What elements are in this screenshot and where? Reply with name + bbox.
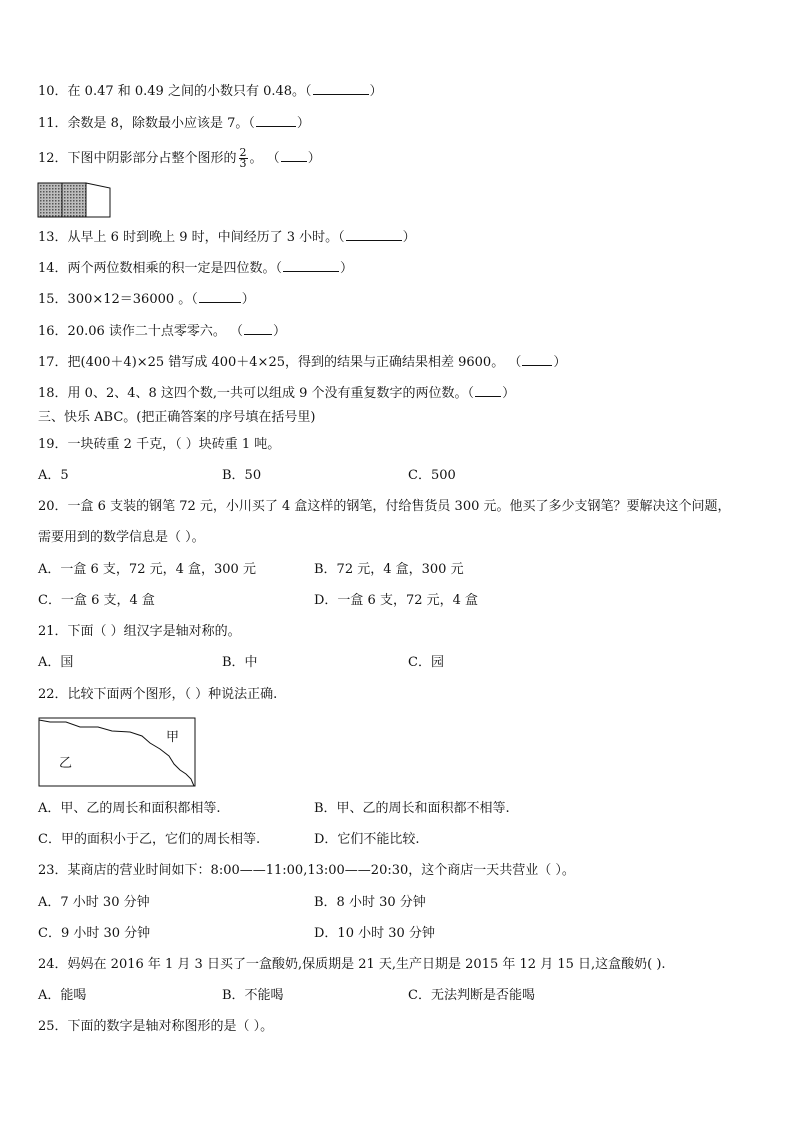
question-16 xyxy=(38,322,286,341)
question-10 xyxy=(38,82,383,101)
q24-option-a[interactable]: A．能喝 xyxy=(38,988,87,1003)
question-25: 25．下面的数字是轴对称图形的是（ ）。 xyxy=(38,1019,274,1034)
q20-option-d[interactable]: D．一盒 6 支，72 元，4 盒 xyxy=(314,593,479,608)
answer-blank-16[interactable] xyxy=(244,322,272,335)
question-14-close: ） xyxy=(340,261,354,276)
question-10-close: ） xyxy=(369,84,383,99)
answer-blank-17[interactable] xyxy=(522,353,552,366)
question-17-close: ） xyxy=(553,355,567,370)
answer-blank-13[interactable] xyxy=(346,228,402,241)
q24-option-c[interactable]: C．无法判断是否能喝 xyxy=(408,988,535,1003)
q20-option-c[interactable]: C．一盒 6 支，4 盒 xyxy=(38,593,155,608)
question-12 xyxy=(38,148,321,169)
question-22: 22．比较下面两个图形，（ ）种说法正确. xyxy=(38,687,278,702)
q20-option-b[interactable]: B．72 元，4 盒，300 元 xyxy=(314,562,464,577)
answer-blank-11[interactable] xyxy=(256,114,296,127)
question-17-text: 17．把(400＋4)×25 错写成 400＋4×25，得到的结果与正确结果相差 9600。 （ xyxy=(38,355,522,370)
question-14-text: 14．两个两位数相乘的积一定是四位数。（ xyxy=(38,261,283,276)
q22-option-c[interactable]: C．甲的面积小于乙，它们的周长相等. xyxy=(38,832,261,847)
question-13-close: ） xyxy=(402,230,416,245)
shaded-part-1 xyxy=(38,183,62,217)
q21-option-a[interactable]: A．国 xyxy=(38,655,74,670)
question-16-text: 16．20.06 读作二十点零零六。 （ xyxy=(38,324,244,339)
answer-blank-14[interactable] xyxy=(283,259,339,272)
question-12-after: 。 （ xyxy=(249,151,280,166)
fraction-denominator: 3 xyxy=(239,157,247,170)
question-21: 21．下面（ ）组汉字是轴对称的。 xyxy=(38,624,241,639)
q22-option-d[interactable]: D．它们不能比较. xyxy=(314,832,420,847)
fraction-two-thirds xyxy=(239,148,248,169)
q23-option-d[interactable]: D．10 小时 30 分钟 xyxy=(314,926,435,941)
q21-option-c[interactable]: C．园 xyxy=(408,655,444,670)
shaded-rectangle-figure xyxy=(37,182,113,220)
figure-border xyxy=(39,718,195,786)
question-18-text: 18．用 0、2、4、8 这四个数,一共可以组成 9 个没有重复数字的两位数。（ xyxy=(38,386,475,401)
question-11 xyxy=(38,114,310,133)
q19-option-a[interactable]: A．5 xyxy=(38,468,69,483)
q19-option-b[interactable]: B．50 xyxy=(222,468,262,483)
question-16-close: ） xyxy=(273,324,287,339)
q23-option-a[interactable]: A．7 小时 30 分钟 xyxy=(38,895,150,910)
jia-yi-comparison-figure xyxy=(38,717,198,789)
question-24: 24．妈妈在 2016 年 1 月 3 日买了一盒酸奶,保质期是 21 天,生产日期是 2015 年 12 月 15 日,这盒酸奶( ). xyxy=(38,957,666,972)
question-12-text: 12．下图中阴影部分占整个图形的 xyxy=(38,151,237,166)
question-20-line-1: 20．一盒 6 支装的钢笔 72 元，小川买了 4 盒这样的钢笔，付给售货员 300 元。他买了多少支钢笔？要解决这个问题， xyxy=(38,499,731,514)
question-15 xyxy=(38,290,255,309)
question-19: 19．一块砖重 2 千克，（ ）块砖重 1 吨。 xyxy=(38,437,281,452)
answer-blank-18[interactable] xyxy=(475,384,501,397)
question-15-text: 15．300×12＝36000 。（ xyxy=(38,292,198,307)
question-17 xyxy=(38,353,566,372)
question-14 xyxy=(38,259,353,278)
unshaded-part xyxy=(86,183,110,217)
question-15-close: ） xyxy=(241,292,255,307)
question-18 xyxy=(38,384,515,403)
question-13-text: 13．从早上 6 时到晚上 9 时，中间经历了 3 小时。（ xyxy=(38,230,345,245)
question-20-line-2: 需要用到的数学信息是（ ）。 xyxy=(38,530,205,545)
q24-option-b[interactable]: B．不能喝 xyxy=(222,988,284,1003)
q20-option-a[interactable]: A．一盒 6 支，72 元，4 盒，300 元 xyxy=(38,562,256,577)
question-18-close: ） xyxy=(502,386,516,401)
question-12-close: ） xyxy=(307,151,321,166)
q19-option-c[interactable]: C．500 xyxy=(408,468,456,483)
question-11-text: 11．余数是 8，除数最小应该是 7。（ xyxy=(38,116,255,131)
answer-blank-15[interactable] xyxy=(199,290,241,303)
q23-option-c[interactable]: C．9 小时 30 分钟 xyxy=(38,926,151,941)
question-23: 23．某商店的营业时间如下：8:00——11:00,13:00——20:30，这个商店一天共营业（ ）。 xyxy=(38,863,575,878)
question-10-text: 10．在 0.47 和 0.49 之间的小数只有 0.48。（ xyxy=(38,84,312,99)
fraction-numerator: 2 xyxy=(239,146,247,159)
section-3-heading: 三、快乐 ABC。(把正确答案的序号填在括号里) xyxy=(38,410,316,425)
answer-blank-10[interactable] xyxy=(313,82,369,95)
answer-blank-12[interactable] xyxy=(281,149,307,162)
question-13 xyxy=(38,228,416,247)
label-jia: 甲 xyxy=(166,730,180,745)
question-11-close: ） xyxy=(296,116,310,131)
label-yi: 乙 xyxy=(59,756,73,771)
q22-option-b[interactable]: B．甲、乙的周长和面积都不相等. xyxy=(314,801,510,816)
q22-option-a[interactable]: A．甲、乙的周长和面积都相等. xyxy=(38,801,221,816)
q23-option-b[interactable]: B．8 小时 30 分钟 xyxy=(314,895,426,910)
q21-option-b[interactable]: B．中 xyxy=(222,655,258,670)
shaded-part-2 xyxy=(62,183,86,217)
